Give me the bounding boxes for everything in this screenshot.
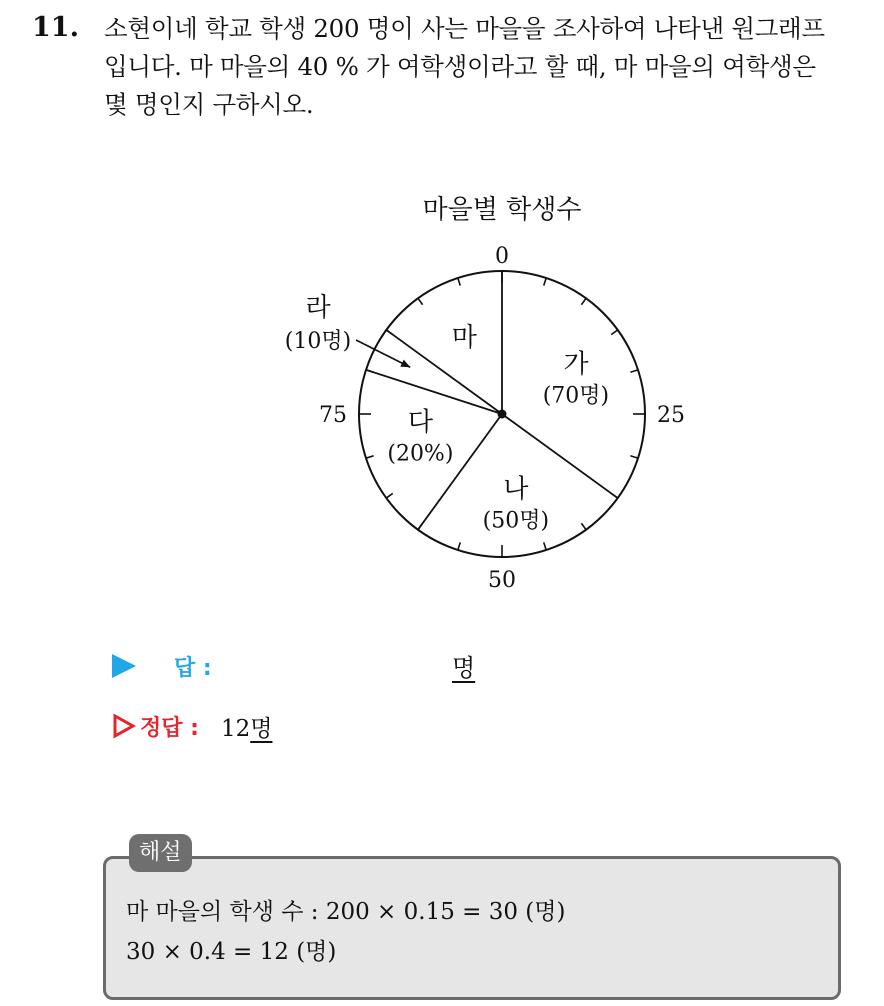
- question-line: 몇 명인지 구하시오.: [104, 90, 314, 119]
- slice-name: 가: [563, 349, 589, 380]
- pie-center-dot: [498, 410, 507, 419]
- scale-tick: [418, 298, 423, 304]
- scale-label: 0: [495, 244, 509, 269]
- correct-answer-unit: 명: [250, 715, 273, 742]
- slice-boundary: [386, 330, 502, 414]
- question-text: [104, 10, 864, 124]
- outline-triangle-icon: [112, 713, 136, 739]
- slice-name: 마: [451, 323, 477, 354]
- chart-title: 마을별 학생수: [422, 195, 582, 225]
- scale-tick: [366, 456, 374, 458]
- scale-tick: [581, 523, 586, 529]
- scale-tick: [630, 456, 638, 458]
- slice-boundary: [366, 370, 502, 414]
- correct-answer-row: [112, 706, 272, 746]
- explanation-box: [103, 856, 841, 1000]
- scale-tick: [386, 493, 392, 498]
- scale-label: 75: [319, 403, 347, 428]
- answer-row: [112, 646, 572, 686]
- scale-tick: [581, 298, 586, 304]
- slice-value-label: (20%): [387, 441, 454, 467]
- slice-value-label: (70명): [542, 383, 610, 409]
- correct-answer-label: 정답 :: [140, 715, 199, 741]
- pie-chart: [0, 190, 884, 600]
- question-number: 11.: [32, 12, 79, 43]
- scale-tick: [544, 542, 546, 550]
- explanation-tag: 해설: [129, 834, 192, 872]
- scale-label: 50: [488, 568, 516, 593]
- scale-tick: [611, 330, 617, 335]
- correct-answer-number: 12: [220, 715, 251, 742]
- play-triangle-icon: [112, 654, 136, 678]
- explanation-line: 30 × 0.4 = 12 (명): [126, 939, 337, 965]
- scale-tick: [630, 370, 638, 372]
- question-line: 소현이네 학교 학생 200 명이 사는 마을을 조사하여 나타낸 원그래프: [104, 14, 825, 43]
- scale-label: 25: [657, 403, 685, 428]
- slice-name: 나: [503, 474, 529, 505]
- scale-tick: [458, 278, 460, 286]
- correct-answer-value: [221, 710, 273, 743]
- question-line: 입니다. 마 마을의 40 % 가 여학생이라고 할 때, 마 마을의 여학생은: [104, 52, 816, 81]
- scale-tick: [544, 278, 546, 286]
- scale-tick: [458, 542, 460, 550]
- explanation-line: 마 마을의 학생 수 : 200 × 0.15 = 30 (명): [126, 899, 566, 925]
- slice-name: 라: [305, 293, 331, 323]
- answer-label: 답 :: [174, 655, 212, 681]
- slice-value-label: (50명): [482, 508, 550, 534]
- pie-chart-figure: [0, 190, 884, 600]
- slice-name: 다: [407, 407, 433, 438]
- slice-value-label: (10명): [284, 329, 352, 354]
- answer-unit: 명: [452, 654, 476, 682]
